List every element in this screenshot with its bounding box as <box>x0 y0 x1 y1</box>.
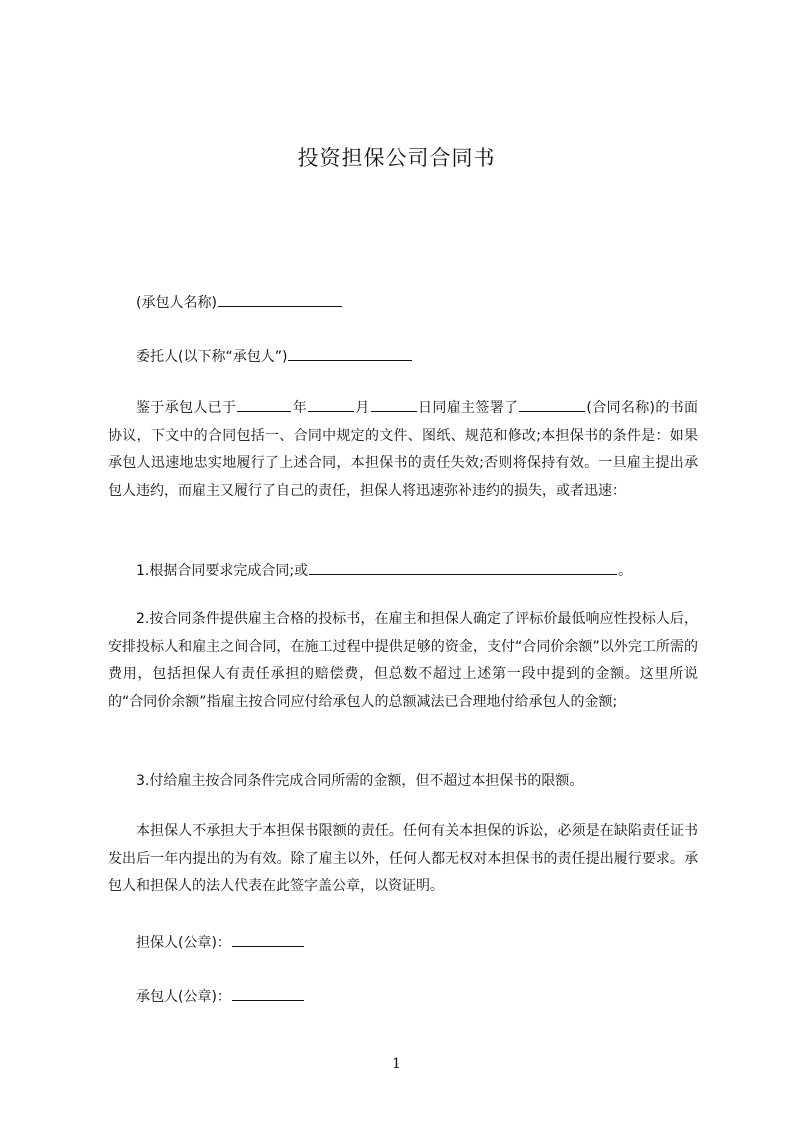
item1-end: 。 <box>618 563 633 579</box>
principal-blank[interactable] <box>288 345 412 361</box>
intro-part1: 鉴于承包人已于 <box>136 400 237 416</box>
intro-paragraph <box>108 395 698 505</box>
closing-paragraph: 本担保人不承担大于本担保书限额的责任。任何有关本担保的诉讼，必须是在缺陷责任证书发出后一年内提出的为有效。除了雇主以外，任何人都无权对本担保书的责任提出履行要求。承包人和担保人的法人代表在此签字盖公章，以资证明。 <box>108 823 698 894</box>
contractor-name-blank[interactable] <box>218 291 342 307</box>
item3-line <box>136 771 583 791</box>
contractor-name-line <box>136 291 343 313</box>
item1-line <box>136 559 632 581</box>
item3-text: 3.付给雇主按合同条件完成合同所需的金额，但不超过本担保书的限额。 <box>136 773 584 789</box>
contractor-seal-label: 承包人(公章)： <box>136 989 231 1005</box>
contractor-seal-blank[interactable] <box>232 985 304 1001</box>
month-blank[interactable] <box>308 396 354 412</box>
guarantor-label: 担保人(公章)： <box>136 935 231 951</box>
item1-blank[interactable] <box>309 559 617 575</box>
year-blank[interactable] <box>237 396 291 412</box>
year-label: 年 <box>292 400 308 416</box>
page-number: 1 <box>392 1056 401 1072</box>
item1-text: 1.根据合同要求完成合同;或 <box>136 563 309 579</box>
intro-part2: 日同雇主签署了 <box>417 400 519 416</box>
contractor-name-label: (承包人名称) <box>136 295 217 311</box>
item2-paragraph: 2.按合同条件提供雇主合格的投标书，在雇主和担保人确定了评标价最低响应性投标人后，安排投标人和雇主之间合同，在施工过程中提供足够的资金，支付“合同价余额”以外完工所需的费用，包括担保人有责任承担的赔偿费，但总数不超过上述第一段中提到的金额。这里所说的“合同价余额”指雇主按合同应付给承包人的总额减法已合理地付给承包人的金额; <box>108 611 698 710</box>
principal-line <box>136 345 413 367</box>
principal-label: 委托人(以下称“承包人”) <box>136 349 288 365</box>
contractor-seal-line <box>136 985 305 1007</box>
guarantor-line <box>136 931 305 953</box>
contract-name-blank[interactable] <box>519 396 585 412</box>
day-blank[interactable] <box>371 396 417 412</box>
intro-part3: (合同名称)的书面协议，下文中的合同包括一、合同中规定的文件、图纸、规范和修改;本担保书的条件是：如果承包人迅速地忠实地履行了上述合同，本担保书的责任失效;否则将保持有效。一旦雇主提出承包人违约，而雇主又履行了自己的责任，担保人将迅速弥补违约的损失，或者迅速： <box>108 400 698 499</box>
document-title: 投资担保公司合同书 <box>297 146 496 170</box>
guarantor-blank[interactable] <box>232 931 304 947</box>
month-label: 月 <box>355 400 370 416</box>
